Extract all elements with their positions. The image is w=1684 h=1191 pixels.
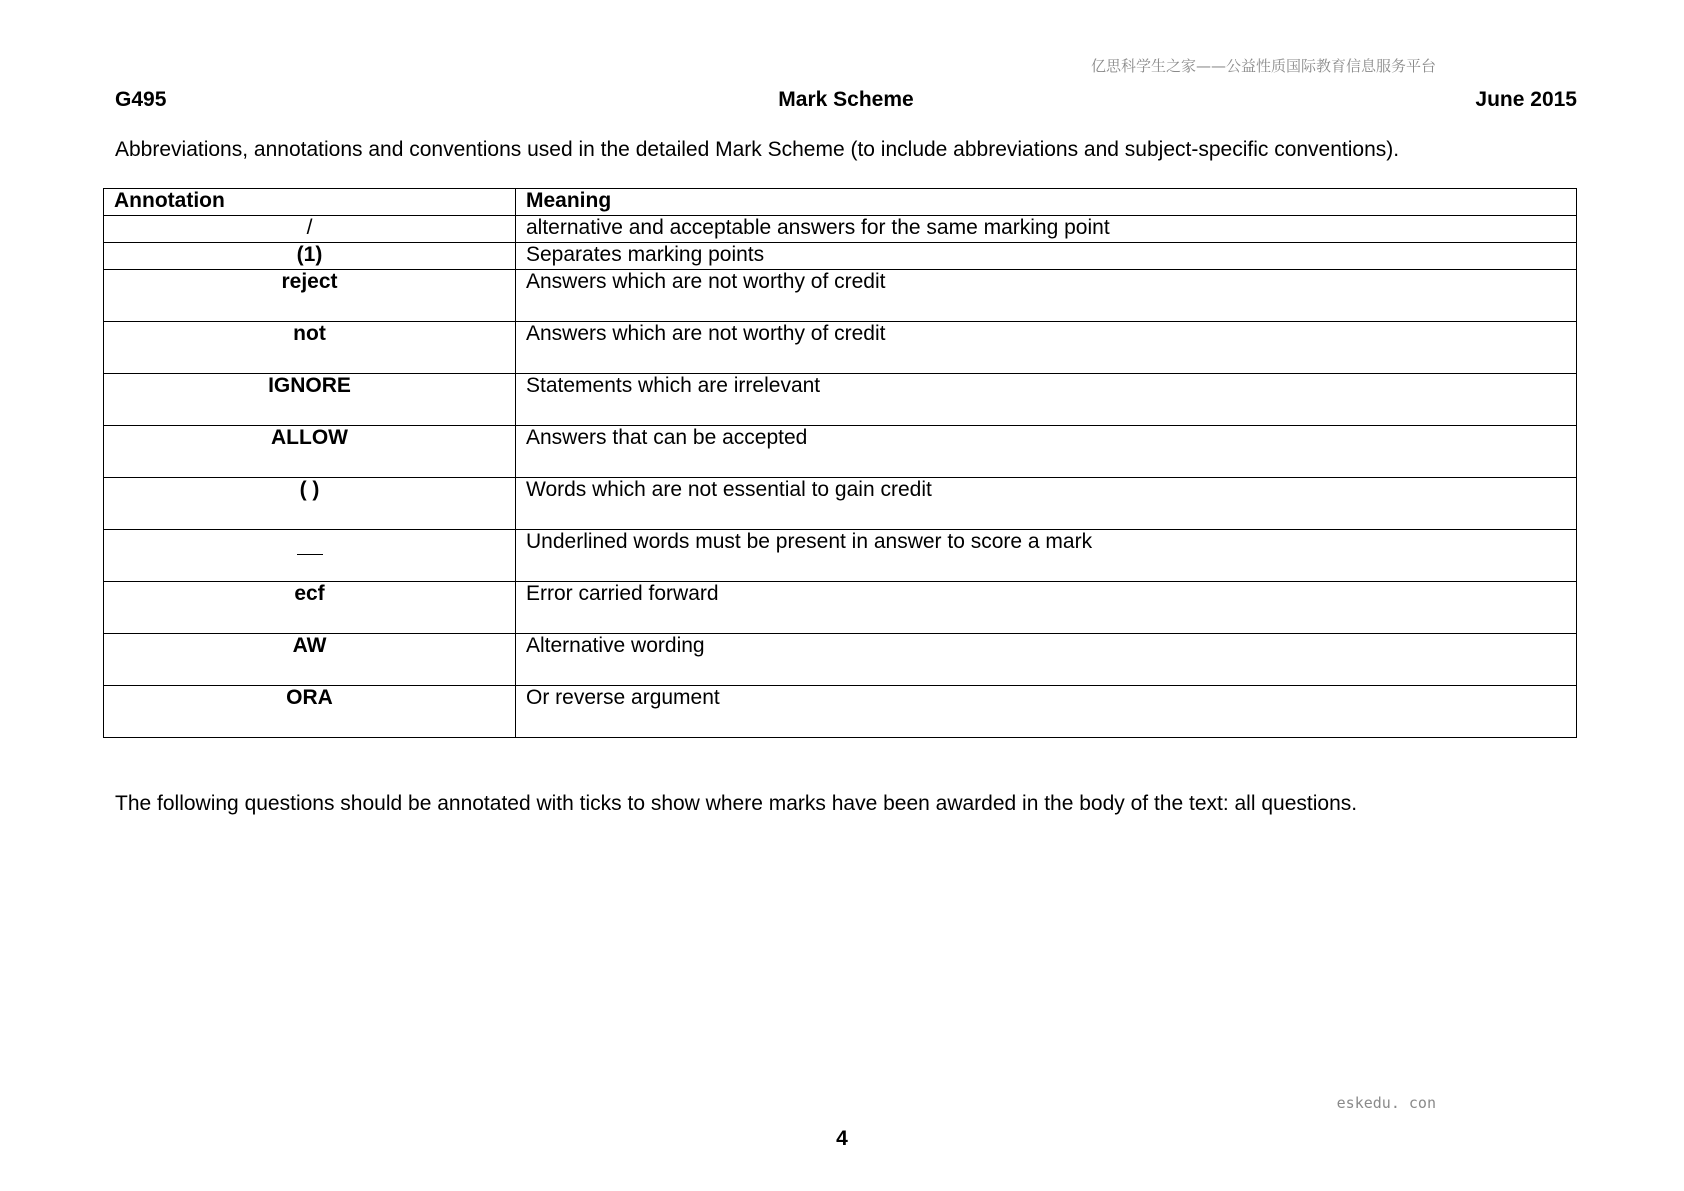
table-header-row bbox=[104, 189, 1577, 216]
footer-note: The following questions should be annotated with ticks to show where marks have been awarded in the body of the text: all questions. bbox=[115, 792, 1358, 815]
meaning-cell: Separates marking points bbox=[516, 243, 1577, 270]
table-row bbox=[104, 426, 1577, 478]
meaning-cell: Underlined words must be present in answer to score a mark bbox=[516, 530, 1577, 582]
watermark-top: 亿思科学生之家——公益性质国际教育信息服务平台 bbox=[1090, 57, 1436, 75]
annotation-cell: ( ) bbox=[104, 478, 516, 530]
meaning-cell: Words which are not essential to gain credit bbox=[516, 478, 1577, 530]
annotation-cell: ecf bbox=[104, 582, 516, 634]
table-row bbox=[104, 582, 1577, 634]
table-row bbox=[104, 322, 1577, 374]
intro-text: Abbreviations, annotations and conventions used in the detailed Mark Scheme (to include abbreviations and subject-specific conventions). bbox=[115, 138, 1400, 161]
page-number: 4 bbox=[836, 1127, 848, 1150]
meaning-cell: Statements which are irrelevant bbox=[516, 374, 1577, 426]
meaning-cell: Alternative wording bbox=[516, 634, 1577, 686]
meaning-cell: Answers which are not worthy of credit bbox=[516, 270, 1577, 322]
page-title: Mark Scheme bbox=[778, 88, 914, 111]
table-row bbox=[104, 634, 1577, 686]
annotation-cell: ALLOW bbox=[104, 426, 516, 478]
table-row bbox=[104, 243, 1577, 270]
column-header-meaning: Meaning bbox=[516, 189, 1577, 216]
meaning-cell: Error carried forward bbox=[516, 582, 1577, 634]
meaning-cell: Answers which are not worthy of credit bbox=[516, 322, 1577, 374]
annotation-cell: IGNORE bbox=[104, 374, 516, 426]
meaning-cell: Answers that can be accepted bbox=[516, 426, 1577, 478]
column-header-annotation: Annotation bbox=[104, 189, 516, 216]
paper-code: G495 bbox=[115, 88, 167, 111]
table-row bbox=[104, 216, 1577, 243]
annotation-cell: AW bbox=[104, 634, 516, 686]
table-row bbox=[104, 374, 1577, 426]
annotation-cell: reject bbox=[104, 270, 516, 322]
annotation-cell: ORA bbox=[104, 686, 516, 738]
exam-date: June 2015 bbox=[1475, 88, 1577, 111]
page-header bbox=[115, 88, 1577, 112]
annotations-table bbox=[103, 188, 1577, 738]
annotation-cell: (1) bbox=[104, 243, 516, 270]
meaning-cell: Or reverse argument bbox=[516, 686, 1577, 738]
table-row bbox=[104, 478, 1577, 530]
meaning-cell: alternative and acceptable answers for the same marking point bbox=[516, 216, 1577, 243]
annotation-cell: / bbox=[104, 216, 516, 243]
annotation-cell: not bbox=[104, 322, 516, 374]
underline-symbol bbox=[297, 534, 323, 555]
watermark-bottom: eskedu. con bbox=[1336, 1094, 1436, 1112]
table-row bbox=[104, 270, 1577, 322]
table-row bbox=[104, 686, 1577, 738]
annotation-cell bbox=[104, 530, 516, 582]
table-row bbox=[104, 530, 1577, 582]
